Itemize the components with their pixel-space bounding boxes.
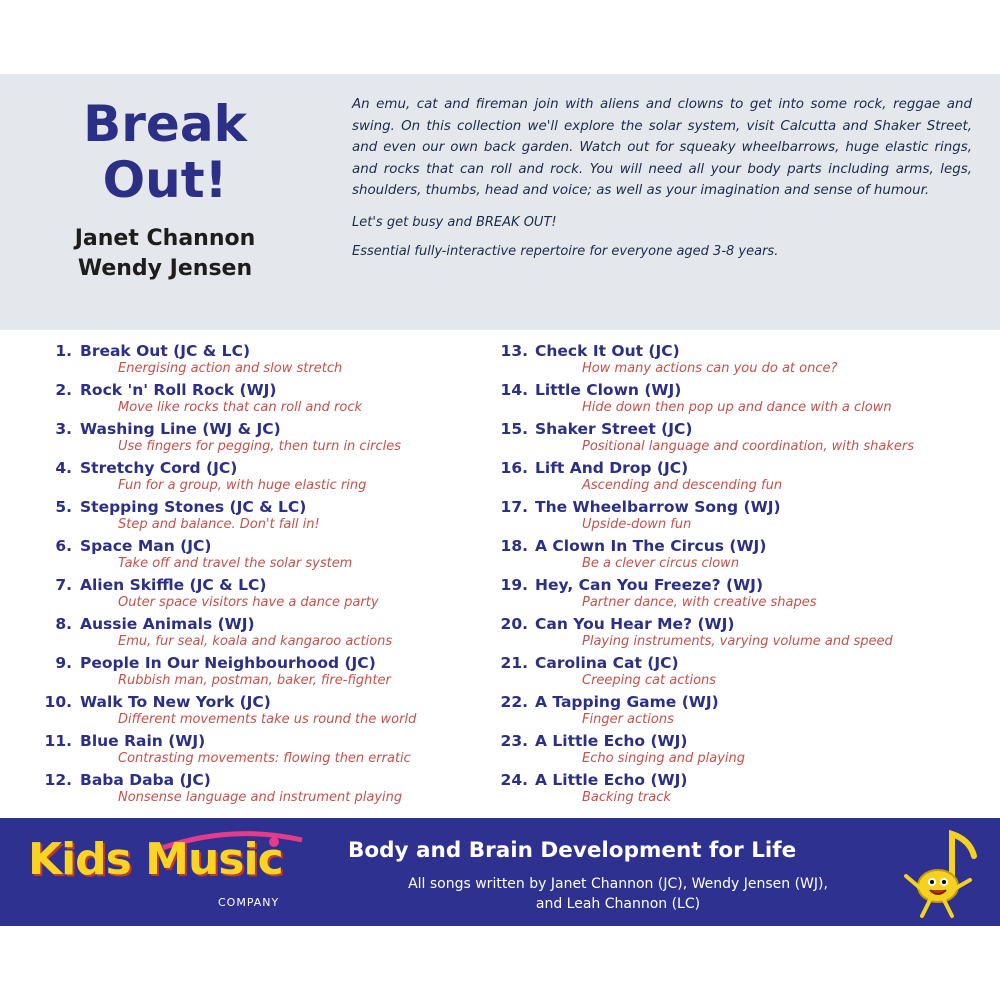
- track-number: 18.: [500, 537, 528, 555]
- track-item: [38, 693, 478, 732]
- track-item: [38, 654, 478, 693]
- logo-company: COMPANY: [218, 896, 280, 909]
- track-list-left: [38, 342, 478, 810]
- track-description: Hide down then pop up and dance with a clown: [582, 400, 892, 415]
- track-description: Take off and travel the solar system: [118, 556, 353, 571]
- track-number: 15.: [500, 420, 528, 438]
- track-number: 9.: [55, 654, 72, 672]
- track-item: [488, 537, 998, 576]
- track-number: 17.: [500, 498, 528, 516]
- track-description: Ascending and descending fun: [582, 478, 783, 493]
- track-item: [38, 381, 478, 420]
- track-description: Energising action and slow stretch: [118, 361, 343, 376]
- track-list-right: [488, 342, 998, 810]
- track-number: 3.: [55, 420, 72, 438]
- track-description: Nonsense language and instrument playing: [118, 790, 403, 805]
- track-description: Use fingers for pegging, then turn in circles: [118, 439, 402, 454]
- track-number: 23.: [500, 732, 528, 750]
- track-item: [488, 459, 998, 498]
- track-title: A Little Echo (WJ): [535, 771, 688, 789]
- track-item: [488, 420, 998, 459]
- track-title: Carolina Cat (JC): [535, 654, 679, 672]
- track-description: Positional language and coordination, with shakers: [582, 439, 915, 454]
- track-title: A Clown In The Circus (WJ): [535, 537, 767, 555]
- track-title: Little Clown (WJ): [535, 381, 682, 399]
- track-number: 21.: [500, 654, 528, 672]
- artist-wendy: Wendy Jensen: [77, 256, 253, 281]
- track-description: Finger actions: [582, 712, 674, 727]
- track-number: 13.: [500, 342, 528, 360]
- track-number: 14.: [500, 381, 528, 399]
- album-title: Break Out!: [83, 95, 247, 209]
- track-number: 2.: [55, 381, 72, 399]
- call-to-action: Let's get busy and BREAK OUT!: [352, 214, 557, 230]
- artist-names: [40, 224, 290, 284]
- track-number: 4.: [55, 459, 72, 477]
- track-item: [38, 420, 478, 459]
- track-title: Stepping Stones (JC & LC): [80, 498, 307, 516]
- track-title: Walk To New York (JC): [80, 693, 271, 711]
- track-description: How many actions can you do at once?: [582, 361, 838, 376]
- track-item: [488, 576, 998, 615]
- credit-line-1: All songs written by Janet Channon (JC), Wendy Jensen (WJ),: [408, 876, 828, 892]
- track-item: [38, 342, 478, 381]
- track-item: [38, 498, 478, 537]
- footer-banner: [0, 818, 1000, 926]
- footer-credits: [348, 874, 888, 914]
- track-title: The Wheelbarrow Song (WJ): [535, 498, 781, 516]
- music-note-mascot-icon: [900, 826, 990, 922]
- track-number: 19.: [500, 576, 528, 594]
- track-item: [488, 771, 998, 810]
- track-description: Backing track: [582, 790, 671, 805]
- track-title: Washing Line (WJ & JC): [80, 420, 281, 438]
- logo-kids-music: Kids Music: [28, 834, 283, 885]
- track-description: Rubbish man, postman, baker, fire-fighter: [118, 673, 391, 688]
- track-number: 12.: [44, 771, 72, 789]
- track-description: Playing instruments, varying volume and speed: [582, 634, 893, 649]
- album-header: [0, 74, 1000, 330]
- track-title: Stretchy Cord (JC): [80, 459, 238, 477]
- track-description: Outer space visitors have a dance party: [118, 595, 379, 610]
- track-number: 8.: [55, 615, 72, 633]
- track-number: 10.: [44, 693, 72, 711]
- track-number: 7.: [55, 576, 72, 594]
- track-title: People In Our Neighbourhood (JC): [80, 654, 376, 672]
- track-item: [488, 615, 998, 654]
- audience-note: Essential fully-interactive repertoire for everyone aged 3-8 years.: [352, 244, 779, 259]
- track-description: Move like rocks that can roll and rock: [118, 400, 362, 415]
- footer-tagline: Body and Brain Development for Life: [348, 838, 797, 863]
- track-description: Emu, fur seal, koala and kangaroo actions: [118, 634, 393, 649]
- track-item: [38, 732, 478, 771]
- track-title: Check It Out (JC): [535, 342, 680, 360]
- track-title: A Tapping Game (WJ): [535, 693, 719, 711]
- track-title: Lift And Drop (JC): [535, 459, 689, 477]
- track-number: 20.: [500, 615, 528, 633]
- track-description: Fun for a group, with huge elastic ring: [118, 478, 367, 493]
- track-description: Creeping cat actions: [582, 673, 717, 688]
- track-number: 24.: [500, 771, 528, 789]
- track-title: Can You Hear Me? (WJ): [535, 615, 735, 633]
- track-number: 16.: [500, 459, 528, 477]
- track-title: Alien Skiffle (JC & LC): [80, 576, 267, 594]
- track-title: Break Out (JC & LC): [80, 342, 251, 360]
- track-item: [38, 576, 478, 615]
- track-item: [488, 498, 998, 537]
- description-paragraph: An emu, cat and fireman join with aliens and clowns to get into some rock, reggae and swing. On this collection we'll explore the solar system, visit Calcutta and Shaker Street, and even our own back garden. Watch out for squeaky wheelbarrows, huge elastic rings, and rocks that can roll and rock. You will need all your body parts including arms, legs, shoulders, thumbs, head and voice; as well as your imagination and sense of humour.: [352, 97, 972, 198]
- credit-line-2: and Leah Channon (LC): [535, 896, 701, 912]
- track-item: [38, 537, 478, 576]
- track-title: Rock 'n' Roll Rock (WJ): [80, 381, 277, 399]
- track-description: Upside-down fun: [582, 517, 692, 532]
- track-item: [488, 381, 998, 420]
- track-description: Partner dance, with creative shapes: [582, 595, 817, 610]
- track-title: Baba Daba (JC): [80, 771, 211, 789]
- track-item: [38, 615, 478, 654]
- track-item: [488, 732, 998, 771]
- artist-janet: Janet Channon: [74, 226, 256, 251]
- album-description: [352, 94, 972, 271]
- track-number: 5.: [55, 498, 72, 516]
- track-number: 11.: [44, 732, 72, 750]
- track-number: 1.: [55, 342, 72, 360]
- track-item: [488, 693, 998, 732]
- track-title: Aussie Animals (WJ): [80, 615, 255, 633]
- track-description: Step and balance. Don't fall in!: [118, 517, 320, 532]
- title-block: [40, 96, 290, 284]
- track-description: Different movements take us round the world: [118, 712, 417, 727]
- track-number: 22.: [500, 693, 528, 711]
- track-description: Contrasting movements: flowing then erratic: [118, 751, 411, 766]
- track-item: [38, 459, 478, 498]
- track-description: Echo singing and playing: [582, 751, 746, 766]
- track-item: [488, 654, 998, 693]
- track-title: Shaker Street (JC): [535, 420, 693, 438]
- track-number: 6.: [55, 537, 72, 555]
- track-title: A Little Echo (WJ): [535, 732, 688, 750]
- track-title: Space Man (JC): [80, 537, 212, 555]
- track-item: [488, 342, 998, 381]
- track-description: Be a clever circus clown: [582, 556, 740, 571]
- track-item: [38, 771, 478, 810]
- kids-music-company-logo: [22, 830, 312, 914]
- track-title: Hey, Can You Freeze? (WJ): [535, 576, 764, 594]
- track-title: Blue Rain (WJ): [80, 732, 206, 750]
